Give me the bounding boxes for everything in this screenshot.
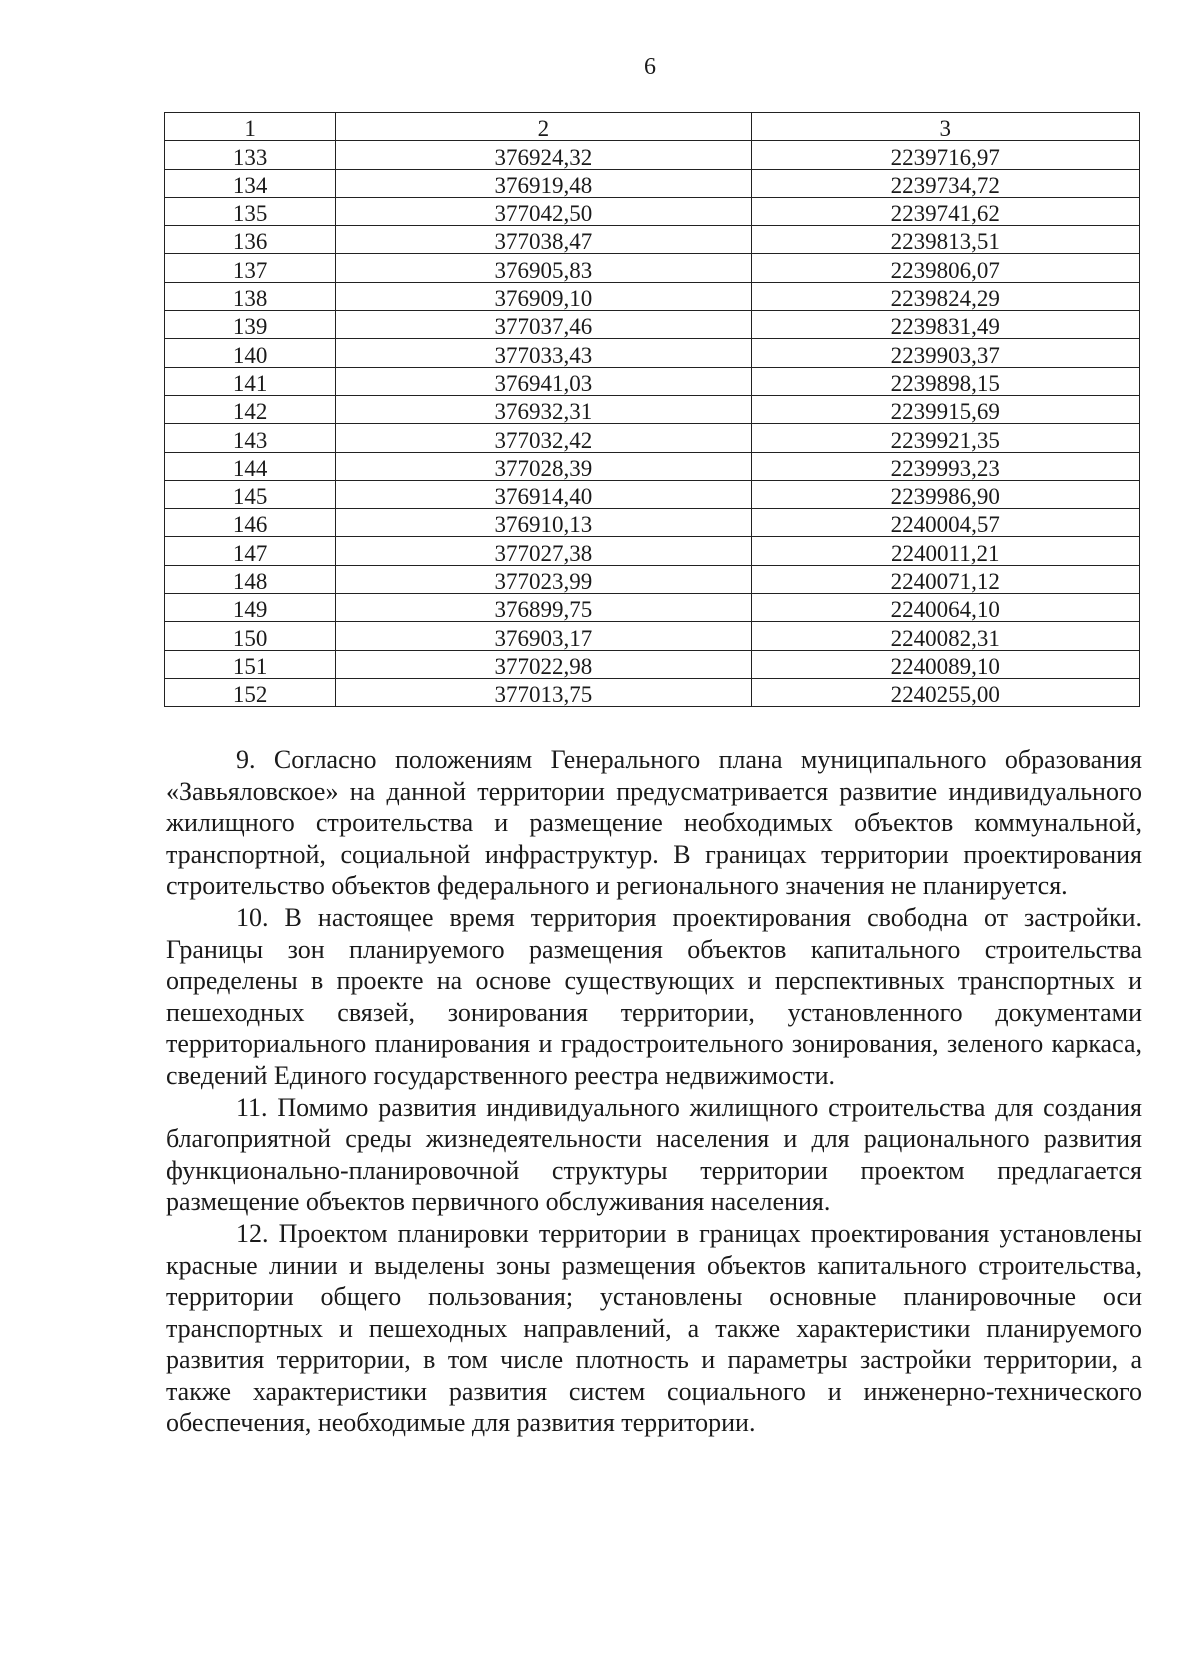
table-cell-col2: 377033,43 xyxy=(336,339,751,367)
table-row xyxy=(165,169,1140,197)
table-row xyxy=(165,480,1140,508)
table-cell-col1: 146 xyxy=(165,509,336,537)
body-text xyxy=(166,744,1142,1439)
table-cell-col3: 2239915,69 xyxy=(751,395,1139,423)
table-cell-col1: 144 xyxy=(165,452,336,480)
table-row xyxy=(165,537,1140,565)
paragraph-12: 12. Проектом планировки территории в границах проектирования установлены красные линии и выделены зоны размещения объектов капитального строительства, территории общего пользования; установлены основные планировочные оси транспортных и пешеходных направлений, а также характеристики планируемого развития территории, в том числе плотность и параметры застройки территории, а также характеристики развития систем социального и инженерно-технического обеспечения, необходимые для развития территории. xyxy=(166,1218,1142,1438)
table-row xyxy=(165,678,1140,706)
table-body xyxy=(165,141,1140,707)
table-cell-col2: 377037,46 xyxy=(336,311,751,339)
table-cell-col1: 150 xyxy=(165,622,336,650)
table-row xyxy=(165,282,1140,310)
table-cell-col2: 376924,32 xyxy=(336,141,751,169)
table-cell-col3: 2240011,21 xyxy=(751,537,1139,565)
table-cell-col2: 377032,42 xyxy=(336,424,751,452)
page-number: 6 xyxy=(644,54,656,80)
table-cell-col2: 377013,75 xyxy=(336,678,751,706)
table-cell-col1: 149 xyxy=(165,594,336,622)
table-cell-col2: 377023,99 xyxy=(336,565,751,593)
table-cell-col2: 376903,17 xyxy=(336,622,751,650)
table-cell-col1: 151 xyxy=(165,650,336,678)
table-row xyxy=(165,339,1140,367)
table-cell-col2: 376914,40 xyxy=(336,480,751,508)
table-cell-col2: 376899,75 xyxy=(336,594,751,622)
table-cell-col3: 2240071,12 xyxy=(751,565,1139,593)
table-header-row xyxy=(165,113,1140,141)
table-cell-col2: 376910,13 xyxy=(336,509,751,537)
paragraph-9: 9. Согласно положениям Генерального плана муниципального образования «Завьяловское» на данной территории предусматривается развитие индивидуального жилищного строительства и размещение необходимых объектов коммунальной, транспортной, социальной инфраструктур. В границах территории проектирования строительство объектов федерального и регионального значения не планируется. xyxy=(166,745,1142,901)
table-cell-col2: 377042,50 xyxy=(336,197,751,225)
table-row xyxy=(165,395,1140,423)
table-cell-col3: 2239734,72 xyxy=(751,169,1139,197)
table-cell-col1: 139 xyxy=(165,311,336,339)
column-header-3: 3 xyxy=(751,113,1139,141)
table-cell-col3: 2240255,00 xyxy=(751,678,1139,706)
table-cell-col3: 2239831,49 xyxy=(751,311,1139,339)
table-cell-col1: 138 xyxy=(165,282,336,310)
table-cell-col3: 2239824,29 xyxy=(751,282,1139,310)
table-cell-col2: 376919,48 xyxy=(336,169,751,197)
table-cell-col2: 377027,38 xyxy=(336,537,751,565)
table-row xyxy=(165,650,1140,678)
paragraph-10: 10. В настоящее время территория проектирования свободна от застройки. Границы зон планируемого размещения объектов капитального строительства определены в проекте на основе существующих и перспективных транспортных и пешеходных связей, зонирования территории, установленного документами территориального планирования и градостроительного зонирования, зеленого каркаса, сведений Единого государственного реестра недвижимости. xyxy=(166,902,1142,1090)
column-header-1: 1 xyxy=(165,113,336,141)
table-cell-col1: 141 xyxy=(165,367,336,395)
column-header-2: 2 xyxy=(336,113,751,141)
table-cell-col3: 2239993,23 xyxy=(751,452,1139,480)
table-cell-col1: 145 xyxy=(165,480,336,508)
paragraph-11: 11. Помимо развития индивидуального жилищного строительства для создания благоприятной среды жизнедеятельности населения и для рационального развития функционально-планировочной структуры территории проектом предлагается размещение объектов первичного обслуживания населения. xyxy=(166,1092,1142,1217)
table-row xyxy=(165,254,1140,282)
table-row xyxy=(165,424,1140,452)
table-cell-col3: 2239903,37 xyxy=(751,339,1139,367)
table-cell-col1: 135 xyxy=(165,197,336,225)
table-row xyxy=(165,367,1140,395)
table-cell-col1: 142 xyxy=(165,395,336,423)
table-row xyxy=(165,141,1140,169)
table-cell-col3: 2239813,51 xyxy=(751,226,1139,254)
table-row xyxy=(165,622,1140,650)
table-cell-col3: 2239716,97 xyxy=(751,141,1139,169)
table-cell-col2: 376941,03 xyxy=(336,367,751,395)
table-cell-col3: 2240064,10 xyxy=(751,594,1139,622)
table-cell-col3: 2240089,10 xyxy=(751,650,1139,678)
table-cell-col1: 143 xyxy=(165,424,336,452)
table-cell-col1: 147 xyxy=(165,537,336,565)
table-cell-col1: 136 xyxy=(165,226,336,254)
table-row xyxy=(165,311,1140,339)
table-row xyxy=(165,197,1140,225)
table-cell-col3: 2239806,07 xyxy=(751,254,1139,282)
table-cell-col3: 2240004,57 xyxy=(751,509,1139,537)
table-row xyxy=(165,565,1140,593)
table-cell-col2: 377028,39 xyxy=(336,452,751,480)
table-cell-col3: 2239741,62 xyxy=(751,197,1139,225)
coordinates-table xyxy=(164,112,1140,707)
table-cell-col3: 2239921,35 xyxy=(751,424,1139,452)
table-cell-col1: 137 xyxy=(165,254,336,282)
table-cell-col2: 376932,31 xyxy=(336,395,751,423)
table-cell-col2: 376905,83 xyxy=(336,254,751,282)
table-cell-col1: 152 xyxy=(165,678,336,706)
table-cell-col2: 376909,10 xyxy=(336,282,751,310)
table-cell-col1: 134 xyxy=(165,169,336,197)
table-cell-col2: 377022,98 xyxy=(336,650,751,678)
table-cell-col1: 148 xyxy=(165,565,336,593)
table-row xyxy=(165,509,1140,537)
table-cell-col3: 2239986,90 xyxy=(751,480,1139,508)
table-row xyxy=(165,452,1140,480)
table-row xyxy=(165,594,1140,622)
table-row xyxy=(165,226,1140,254)
table-cell-col3: 2239898,15 xyxy=(751,367,1139,395)
table-cell-col2: 377038,47 xyxy=(336,226,751,254)
table-cell-col3: 2240082,31 xyxy=(751,622,1139,650)
table-cell-col1: 140 xyxy=(165,339,336,367)
table-cell-col1: 133 xyxy=(165,141,336,169)
